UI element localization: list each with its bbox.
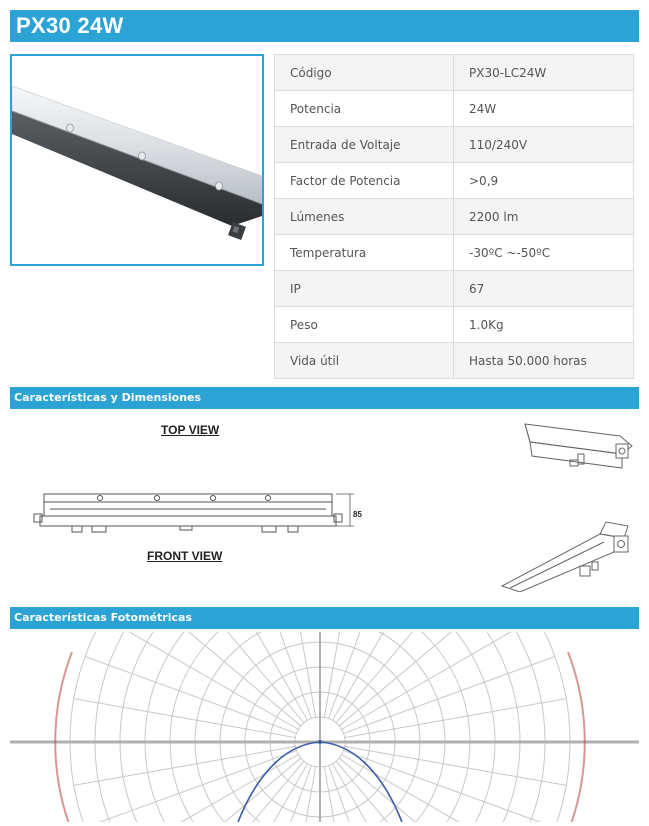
spec-label: Potencia <box>275 91 454 127</box>
polar-spoke <box>329 765 406 822</box>
top-view-label: TOP VIEW <box>161 423 220 437</box>
spec-value: >0,9 <box>454 163 634 199</box>
polar-spoke <box>343 751 554 822</box>
table-row <box>275 163 634 199</box>
isometric-view-bottom <box>502 522 628 592</box>
table-row <box>275 91 634 127</box>
spec-value: 24W <box>454 91 634 127</box>
title-bar <box>10 10 639 42</box>
polar-grid <box>10 632 639 822</box>
page-title: PX30 24W <box>16 13 124 38</box>
dimensions-drawing <box>10 416 639 592</box>
polar-spoke <box>343 656 554 733</box>
luminaire-image <box>12 56 262 264</box>
polar-spoke <box>234 765 311 822</box>
spec-label: Vida útil <box>275 343 454 379</box>
spec-label: Entrada de Voltaje <box>275 127 454 163</box>
section-title: Características Fotométricas <box>14 611 192 624</box>
spec-label: Código <box>275 55 454 91</box>
product-photo <box>10 54 264 266</box>
table-row <box>275 127 634 163</box>
polar-spoke <box>345 699 567 738</box>
spec-value: 2200 lm <box>454 199 634 235</box>
spec-value: -30ºC ~-50ºC <box>454 235 634 271</box>
technical-drawing <box>10 416 639 592</box>
spec-label: Factor de Potencia <box>275 163 454 199</box>
spec-value: 67 <box>454 271 634 307</box>
polar-edge-left <box>55 652 72 822</box>
spec-value: 1.0Kg <box>454 307 634 343</box>
isometric-view-top <box>525 424 632 468</box>
spec-label: Temperatura <box>275 235 454 271</box>
polar-edge-right <box>568 652 585 822</box>
spec-label: Lúmenes <box>275 199 454 235</box>
table-row <box>275 343 634 379</box>
section-header-photometric <box>10 607 639 629</box>
polar-spoke <box>345 746 567 785</box>
spec-value: PX30-LC24W <box>454 55 634 91</box>
section-header-dimensions <box>10 387 639 409</box>
section-title: Características y Dimensiones <box>14 391 202 404</box>
height-dimension <box>336 494 354 526</box>
height-dimension-value: 85 <box>353 510 362 519</box>
spec-label: Peso <box>275 307 454 343</box>
table-row <box>275 271 634 307</box>
table-row <box>275 55 634 91</box>
polar-spoke <box>159 761 304 822</box>
spec-value: Hasta 50.000 horas <box>454 343 634 379</box>
front-view-label: FRONT VIEW <box>147 549 223 563</box>
polar-spoke <box>85 656 296 733</box>
polar-spoke <box>336 761 481 822</box>
spec-value: 110/240V <box>454 127 634 163</box>
specs-table <box>274 54 634 379</box>
table-row <box>275 307 634 343</box>
table-row <box>275 199 634 235</box>
polar-spoke <box>85 751 296 822</box>
front-view-outline <box>34 494 342 532</box>
polar-spoke <box>74 746 296 785</box>
front-view-screws <box>98 496 271 501</box>
spec-label: IP <box>275 271 454 307</box>
polar-spoke <box>74 699 296 738</box>
intensity-peak-point <box>318 740 322 744</box>
polar-photometric-diagram <box>10 632 639 822</box>
table-row <box>275 235 634 271</box>
